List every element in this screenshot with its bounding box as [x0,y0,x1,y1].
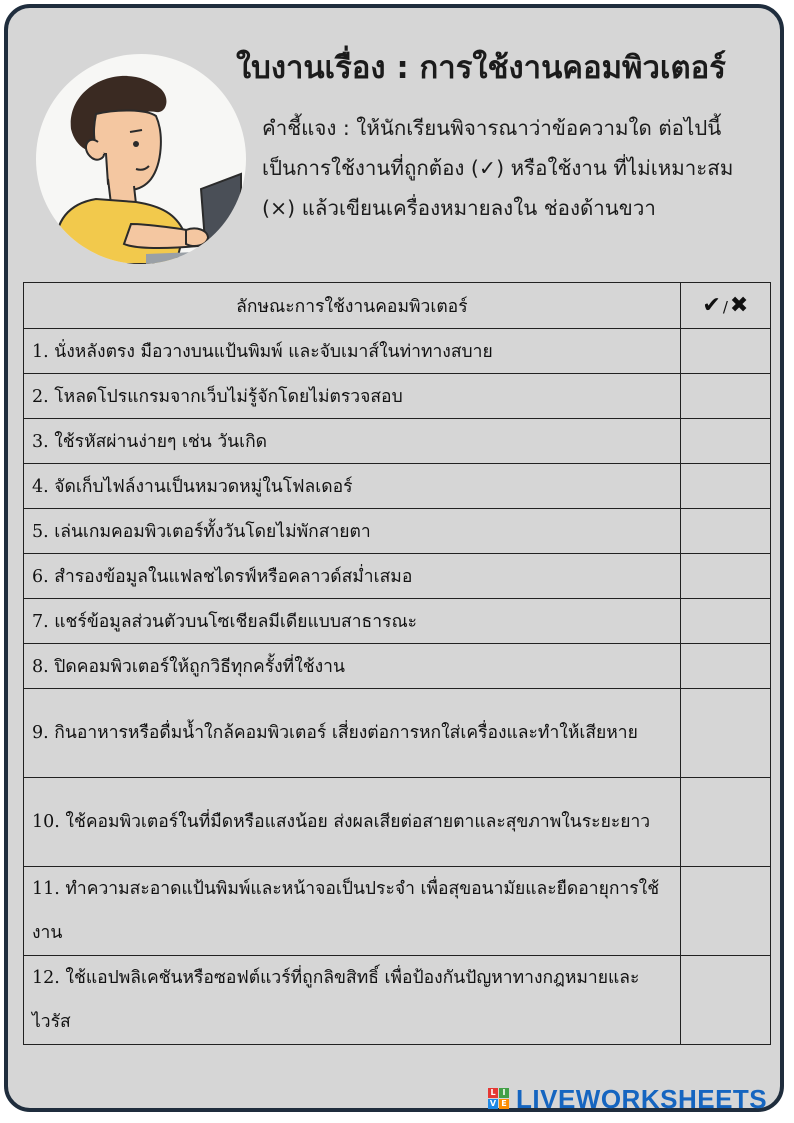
table-row [24,329,771,374]
statement-cell: 1. นั่งหลังตรง มือวางบนแป้นพิมพ์ และจับเมาส์ในท่าทางสบาย [24,329,681,374]
answer-cell[interactable] [680,867,770,956]
table-row [24,867,771,956]
statement-cell: 12. ใช้แอปพลิเคชันหรือซอฟต์แวร์ที่ถูกลิขสิทธิ์ เพื่อป้องกันปัญหาทางกฎหมายและไวรัส [24,956,681,1045]
answer-cell[interactable] [680,689,770,778]
logo-text: LIVEWORKSHEETS [516,1083,768,1114]
student-computer-icon [36,54,246,264]
answer-cell[interactable] [680,509,770,554]
statement-cell: 3. ใช้รหัสผ่านง่ายๆ เช่น วันเกิด [24,419,681,464]
check-mark-icon: ✔ [702,293,721,318]
logo-letter: L [488,1088,498,1098]
header-item-cell: ลักษณะการใช้งานคอมพิวเตอร์ [24,283,681,329]
statement-cell: 4. จัดเก็บไฟล์งานเป็นหมวดหมู่ในโฟลเดอร์ [24,464,681,509]
instructions-text: คำชี้แจง : ให้นักเรียนพิจารณาว่าข้อความใด ต่อไปนี้เป็นการใช้งานที่ถูกต้อง (✓) หรือใช้งาน ที่ไม่เหมาะสม (×) แล้วเขียนเครื่องหมายลงใน ช่องด้านขวา [262,116,734,220]
live-logo-icon [488,1088,510,1110]
answer-cell[interactable] [680,644,770,689]
statement-cell: 2. โหลดโปรแกรมจากเว็บไม่รู้จักโดยไม่ตรวจสอบ [24,374,681,419]
table-row [24,599,771,644]
worksheet-title: ใบงานเรื่อง : การใช้งานคอมพิวเตอร์ [236,50,726,86]
cross-mark-icon: ✖ [729,293,749,318]
logo-letter: V [489,1099,497,1108]
statement-cell: 7. แชร์ข้อมูลส่วนตัวบนโซเชียลมีเดียแบบสาธารณะ [24,599,681,644]
statement-cell: 6. สำรองข้อมูลในแฟลชไดรฟ์หรือคลาวด์สม่ำเสมอ [24,554,681,599]
usage-checklist-table [23,282,771,1045]
logo-letter: E [499,1099,509,1109]
header-separator: / [722,298,728,316]
answer-cell[interactable] [680,956,770,1045]
answer-cell[interactable] [680,599,770,644]
table-header-row [24,283,771,329]
answer-cell[interactable] [680,464,770,509]
statement-cell: 8. ปิดคอมพิวเตอร์ให้ถูกวิธีทุกครั้งที่ใช้งาน [24,644,681,689]
answer-cell[interactable] [680,554,770,599]
table-row [24,689,771,778]
table-row [24,509,771,554]
logo-letter: I [499,1088,509,1098]
statement-cell: 5. เล่นเกมคอมพิวเตอร์ทั้งวันโดยไม่พักสายตา [24,509,681,554]
table-row [24,956,771,1045]
statement-cell: 11. ทำความสะอาดแป้นพิมพ์และหน้าจอเป็นประจำ เพื่อสุขอนามัยและยืดอายุการใช้งาน [24,867,681,956]
table-row [24,374,771,419]
answer-cell[interactable] [680,374,770,419]
student-computer-illustration [36,54,246,264]
header-check-cell [680,283,770,329]
table-row [24,419,771,464]
statement-cell: 10. ใช้คอมพิวเตอร์ในที่มืดหรือแสงน้อย ส่งผลเสียต่อสายตาและสุขภาพในระยะยาว [24,778,681,867]
statement-cell: 9. กินอาหารหรือดื่มน้ำใกล้คอมพิวเตอร์ เสี่ยงต่อการหกใส่เครื่องและทำให้เสียหาย [24,689,681,778]
answer-cell[interactable] [680,778,770,867]
table-row [24,778,771,867]
answer-cell[interactable] [680,419,770,464]
table-row [24,644,771,689]
table-row [24,554,771,599]
table-row [24,464,771,509]
liveworksheets-logo [488,1084,767,1114]
answer-cell[interactable] [680,329,770,374]
